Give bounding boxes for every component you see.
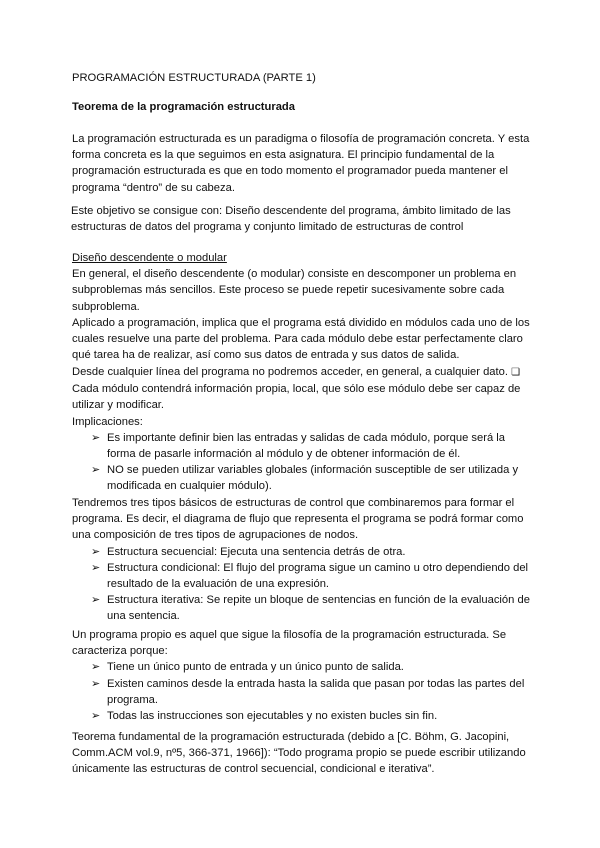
- control-list: [72, 544, 532, 625]
- list-item: [72, 560, 532, 592]
- list-item-text: Estructura iterativa: Se repite un bloque de sentencias en función de la evaluación de una sentencia.: [107, 594, 530, 623]
- list-item: [72, 676, 532, 708]
- scope-text-b: Cada módulo contendrá información propia, local, que sólo ese módulo debe ser capaz de utilizar y modificar.: [72, 383, 521, 412]
- list-item-text: Existen caminos desde la entrada hasta la salida que pasan por todas las partes del programa.: [107, 677, 525, 706]
- theorem-paragraph: Teorema fundamental de la programación estructurada (debido a [C. Böhm, G. Jacopini, Comm.ACM vol.9, nº5, 366-371, 1966]): “Todo programa propio se puede escribir utilizando únicamente las estructuras de control secuencial, condicional e iterativa”.: [72, 731, 526, 776]
- list-item: [72, 430, 532, 462]
- list-item-text: Tiene un único punto de entrada y un único punto de salida.: [107, 661, 404, 674]
- list-item: [72, 659, 532, 675]
- proper-program-section: [72, 627, 532, 724]
- control-text: Tendremos tres tipos básicos de estructuras de control que combinaremos para formar el programa. Es decir, el diagrama de flujo que representa el programa se podrá formar como una composición de tres tipos de agrupaciones de nodos.: [72, 497, 524, 542]
- arrow-bullet-icon: ➢: [91, 677, 101, 690]
- arrow-bullet-icon: ➢: [91, 561, 101, 574]
- implications-label: Implicaciones:: [72, 415, 143, 428]
- list-item-text: Estructura condicional: El flujo del programa sigue un camino u otro dependiendo del resultado de la evaluación de una expresión.: [107, 561, 529, 591]
- proper-list: [72, 659, 532, 724]
- design-text-2: Aplicado a programación, implica que el programa está dividido en módulos cada uno de los cuales resuelve una parte del problema. Para cada módulo debe estar perfectamente claro qué tarea ha de realizar, así como sus datos de entrada y sus datos de salida.: [72, 316, 530, 362]
- arrow-bullet-icon: ➢: [91, 661, 101, 674]
- list-item-text: Estructura secuencial: Ejecuta una sentencia detrás de otra.: [107, 545, 406, 558]
- arrow-bullet-icon: ➢: [91, 545, 101, 558]
- arrow-bullet-icon: ➢: [91, 464, 101, 477]
- list-item: [72, 544, 532, 560]
- arrow-bullet-icon: ➢: [91, 431, 101, 444]
- list-item: [72, 708, 532, 724]
- scope-text: Desde cualquier línea del programa no podremos acceder, en general, a cualquier dato.: [72, 366, 508, 378]
- checkbox-square-icon: ❏: [511, 367, 521, 378]
- section-heading: Teorema de la programación estructurada: [72, 101, 295, 113]
- design-section: [72, 250, 532, 363]
- list-item-text: NO se pueden utilizar variables globales (información susceptible de ser utilizada y modificada en cualquier módulo).: [107, 464, 519, 493]
- intro-paragraph: La programación estructurada es un paradigma o filosofía de programación concreta. Y esta forma concreta es la que seguimos en esta asignatura. El principio fundamental de la programación estructurada es que en todo momento el programador pueda mantener el programa “dentro” de su cabeza.: [72, 133, 530, 194]
- document-title: PROGRAMACIÓN ESTRUCTURADA (PARTE 1): [72, 72, 316, 84]
- list-item-text: Es importante definir bien las entradas y salidas de cada módulo, porque será la forma de pasarle información al módulo y de obtener información de él.: [107, 431, 506, 461]
- list-item: [72, 592, 532, 624]
- design-text-1: En general, el diseño descendente (o modular) consiste en descomponer un problema en subproblemas más sencillos. Este proceso se puede repetir sucesivamente sobre cada subproblema.: [72, 268, 517, 313]
- arrow-bullet-icon: ➢: [91, 710, 101, 723]
- implications-list: [72, 430, 532, 495]
- design-heading: Diseño descendente o modular: [72, 252, 227, 264]
- control-section: [72, 495, 532, 625]
- scope-section: [72, 364, 532, 495]
- proper-text: Un programa propio es aquel que sigue la filosofía de la programación estructurada. Se caracteriza porque:: [72, 629, 507, 658]
- objective-paragraph: Este objetivo se consigue con: Diseño descendente del programa, ámbito limitado de las estructuras de datos del programa y conjunto limitado de estructuras de control: [71, 205, 511, 234]
- list-item: [72, 462, 532, 494]
- list-item-text: Todas las instrucciones son ejecutables y no existen bucles sin fin.: [107, 710, 438, 723]
- arrow-bullet-icon: ➢: [91, 594, 101, 607]
